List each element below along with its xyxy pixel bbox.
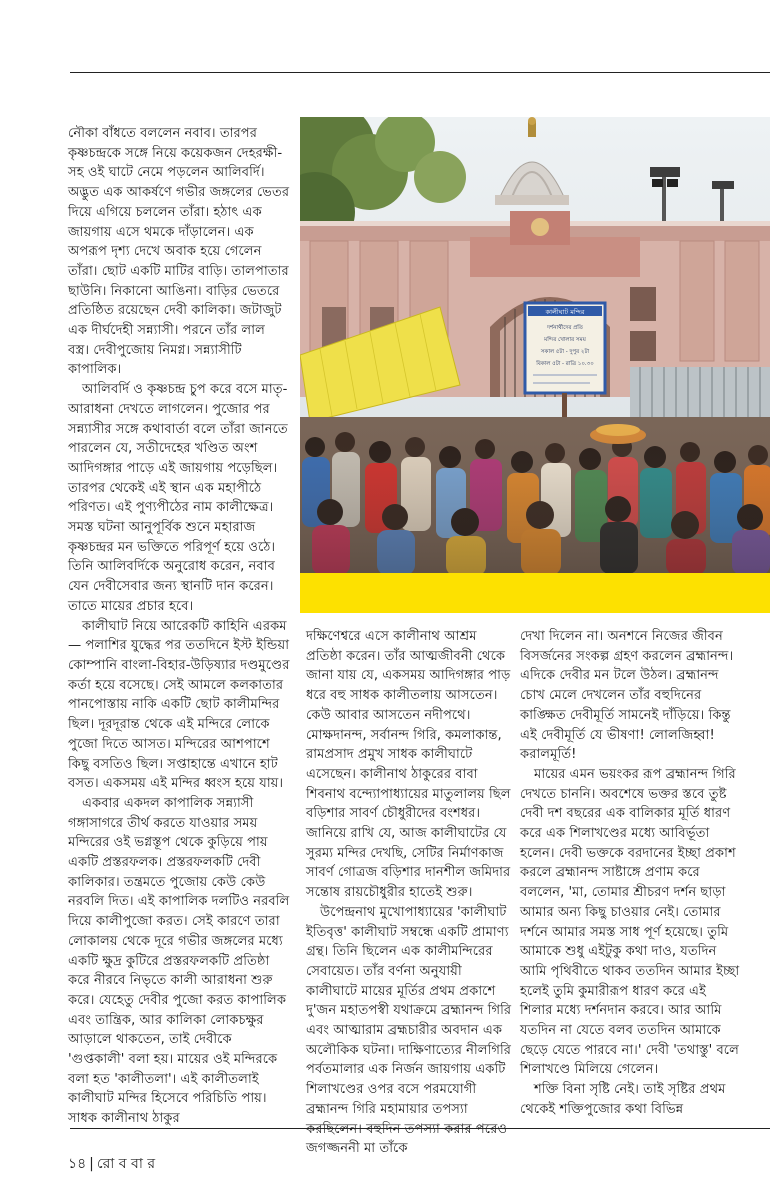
article-column-1 <box>68 124 290 1129</box>
article-column-2 <box>306 627 512 1159</box>
paragraph: মায়ের এমন ভয়ংকর রূপ ব্রহ্মানন্দ গিরি দেখতে চাননি। অবশেষে ভক্তর স্তবে তুষ্ট দেবী দশ বছরের এক বালিকার মূর্তি ধারণ করে এক শিলাখণ্ডের মধ্যে আবির্ভূতা হলেন। দেবী ভক্তকে বরদানের ইচ্ছা প্রকাশ করলে ব্রহ্মানন্দ সাষ্টাঙ্গে প্রণাম করে বললেন, 'মা, তোমার শ্রীচরণ দর্শন ছাড়া আমার অন্য কিছু চাওয়ার নেই। তোমার দর্শনে আমার সমস্ত সাধ পূর্ণ হয়েছে। তুমি আমাকে শুধু এইটুকু কথা দাও, যতদিন আমি পৃথিবীতে থাকব ততদিন আমার ইচ্ছা হলেই তুমি কুমারীরূপ ধারণ করে এই শিলার মধ্যে দর্শনদান করবে। আর আমি যতদিন না যেতে বলব ততদিন আমাকে ছেড়ে যেতে পারবে না।' দেবী 'তথাস্তু' বলে শিলাখণ্ডে মিলিয়ে গেলেন। <box>520 766 740 1078</box>
paragraph: কালীঘাট নিয়ে আরেকটি কাহিনি এরকম— পলাশির যুদ্ধের পর ততদিনে ইস্ট ইন্ডিয়া কোম্পানি বাংলা-বিহার-উড়িষ্যার দণ্ডমুণ্ডের কর্তা হয়ে বসেছে। সেই আমলে কলকাতার পানপোস্তায় নাকি একটি ছোট কালীমন্দির ছিল। দূরদূরান্ত থেকে এই মন্দিরে লোকে পুজো দিতে আসত। মন্দিরের আশপাশে কিছু বসতিও ছিল। সপ্তাহান্তে এখানে হাট বসত। একসময় এই মন্দির ধ্বংস হয়ে যায়। <box>68 618 290 792</box>
paragraph: শক্তি বিনা সৃষ্টি নেই। তাই সৃষ্টির প্রথম থেকেই শক্তিপুজোর কথা বিভিন্ন <box>520 1082 726 1117</box>
top-rule <box>70 72 770 73</box>
crowd <box>300 417 770 573</box>
page-footer <box>68 1152 155 1176</box>
notice-line: বিকাল ৫টা - রাত্রি ১০.৩০ <box>536 361 594 367</box>
magazine-name: রো ব বা র <box>96 1156 156 1172</box>
paragraph: আলিবর্দি ও কৃষ্ণচন্দ্র চুপ করে বসে মাতৃ-আরাধনা দেখতে লাগলেন। পুজোর পর সন্ন্যাসীর সঙ্গে কথাবার্তা বলে তাঁরা জানতে পারলেন যে, সতীদেহের খণ্ডিত অংশ আদিগঙ্গার পাড়ে এই জায়গায় পড়েছিল। তারপর থেকেই এই স্থান এক মহাপীঠে পরিণত। এই পুণ্যপীঠের নাম কালীক্ষেত্র। সমস্ত ঘটনা আনুপূর্বিক শুনে মহারাজ কৃষ্ণচন্দ্রর মন ভক্তিতে পরিপূর্ণ হয়ে ওঠে। তিনি আলিবর্দিকে অনুরোধ করেন, নবাব যেন দেবীসেবার জন্য স্থানটি দান করেন। তাতে মায়ের প্রচার হবে। <box>68 382 288 614</box>
notice-title: কালীঘাট মন্দির <box>545 308 585 316</box>
bottom-rule <box>70 1128 770 1129</box>
notice-line: সকাল ৫টা - দুপুর ২টা <box>540 349 590 355</box>
photo-caption-band <box>300 573 770 613</box>
article-column-3 <box>520 627 740 1120</box>
paragraph: একবার একদল কাপালিক সন্ন্যাসী গঙ্গাসাগরে তীর্থ করতে যাওয়ার সময় মন্দিরের ওই ভগ্নস্তূপ থেকে কুড়িয়ে পায় একটি প্রস্তরফলক। প্রস্তরফলকটি দেবী কালিকার। তন্ত্রমতে পুজোয় কেউ কেউ নরবলি দিত। এই কাপালিক দলটিও নরবলি দিয়ে কালীপুজো করত। সেই কারণে তারা লোকালয় থেকে দূরে গভীর জঙ্গলের মধ্যে একটি ক্ষুদ্র কুটিরে প্রস্তরফলকটি প্রতিষ্ঠা করে নীরবে নিভৃতে কালী আরাধনা শুরু করে। যেহেতু দেবীর পুজো করত কাপালিক এবং তান্ত্রিক, আর কালিকা লোকচক্ষুর আড়ালে থাকতেন, তাই দেবীকে 'গুপ্তকালী' বলা হয়। মায়ের ওই মন্দিরকে বলা হত 'কালীতলা'। এই কালীতলাই কালীঘাট মন্দির হিসেবে পরিচিতি পায়। সাধক কালীনাথ ঠাকুর <box>68 795 290 1127</box>
paragraph: দক্ষিণেশ্বরে এসে কালীনাথ আশ্রম প্রতিষ্ঠা করেন। তাঁর আত্মজীবনী থেকে জানা যায় যে, একসময় আদিগঙ্গার পাড় ধরে বহু সাধক কালীতলায় আসতেন। কেউ আবার আসতেন নদীপথে। মোক্ষদানন্দ, সর্বানন্দ গিরি, কমলাকান্ত, রামপ্রসাদ প্রমুখ সাধক কালীঘাটে এসেছেন। কালীনাথ ঠাকুরের বাবা শিবনাথ বন্দ্যোপাধ্যায়ের মাতুলালয় ছিল বড়িশার সাবর্ণ চৌধুরীদের বংশধর। জানিয়ে রাখি যে, আজ কালীঘাটের যে সুরম্য মন্দির দেখছি, সেটির নির্মাণকাজ সাবর্ণ গোত্রজ বড়িশার দানশীল জমিদার সন্তোষ রায়চৌধুরীর হাতেই শুরু। <box>306 629 511 901</box>
notice-line: মন্দির খোলার সময় <box>544 337 586 343</box>
notice-line: দর্শনার্থীদের প্রতি <box>547 325 583 331</box>
paragraph: নৌকা বাঁধতে বললেন নবাব। তারপর কৃষ্ণচন্দ্রকে সঙ্গে নিয়ে কয়েকজন দেহরক্ষী-সহ ওই ঘাটে নেমে পড়লেন আলিবর্দি। অদ্ভুত এক আকর্ষণে গভীর জঙ্গলের ভেতর দিয়ে এগিয়ে চললেন তাঁরা। হঠাৎ এক জায়গায় এসে থমকে দাঁড়ালেন। এক অপরূপ দৃশ্য দেখে অবাক হয়ে গেলেন তাঁরা। ছোট একটি মাটির বাড়ি। তালপাতার ছাউনি। নিকানো আঙিনা। বাড়ির ভেতরে প্রতিষ্ঠিত রয়েছেন দেবী কালিকা। জটাজুট এক দীর্ঘদেহী সন্ন্যাসী। পরনে তাঁর লাল বস্ত্র। দেবীপুজোয় নিমগ্ন। সন্ন্যাসীটি কাপালিক। <box>68 126 290 378</box>
footer-separator: | <box>89 1156 94 1172</box>
kalighat-temple-photo <box>300 117 770 573</box>
paragraph: দেখা দিলেন না। অনশনে নিজের জীবন বিসর্জনের সংকল্প গ্রহণ করলেন ব্রহ্মানন্দ। এদিকে দেবীর মন টলে উঠল। ব্রহ্মানন্দ চোখ মেলে দেখলেন তাঁর বহুদিনের কাঙ্ক্ষিত দেবীমূর্তি সামনেই দাঁড়িয়ে। কিন্তু এই দেবীমূর্তি যে ভীষণা! লোলজিহ্বা! করালমূর্তি! <box>520 629 734 763</box>
paragraph: উপেন্দ্রনাথ মুখোপাধ্যায়ের 'কালীঘাট ইতিবৃত্ত' কালীঘাট সম্বন্ধে একটি প্রামাণ্য গ্রন্থ। তিনি ছিলেন এক কালীমন্দিরের সেবায়েত। তাঁর বর্ণনা অনুযায়ী কালীঘাটে মায়ের মূর্তির প্রথম প্রকাশে দু'জন মহাতপস্বী যথাক্রমে ব্রহ্মানন্দ গিরি এবং আত্মারাম ব্রহ্মচারীর অবদান এক অলৌকিক ঘটনা। দাক্ষিণাত্যের নীলগিরি পর্বতমালার এক নির্জন জায়গায় একটি শিলাখণ্ডের ওপর বসে পরমযোগী ব্রহ্মানন্দ গিরি মহামায়ার তপস্যা করছিলেন। বহুদিন তপস্যা করার পরেও জগজ্জননী মা তাঁকে <box>306 904 512 1157</box>
page-number: ১৪ <box>68 1156 87 1172</box>
